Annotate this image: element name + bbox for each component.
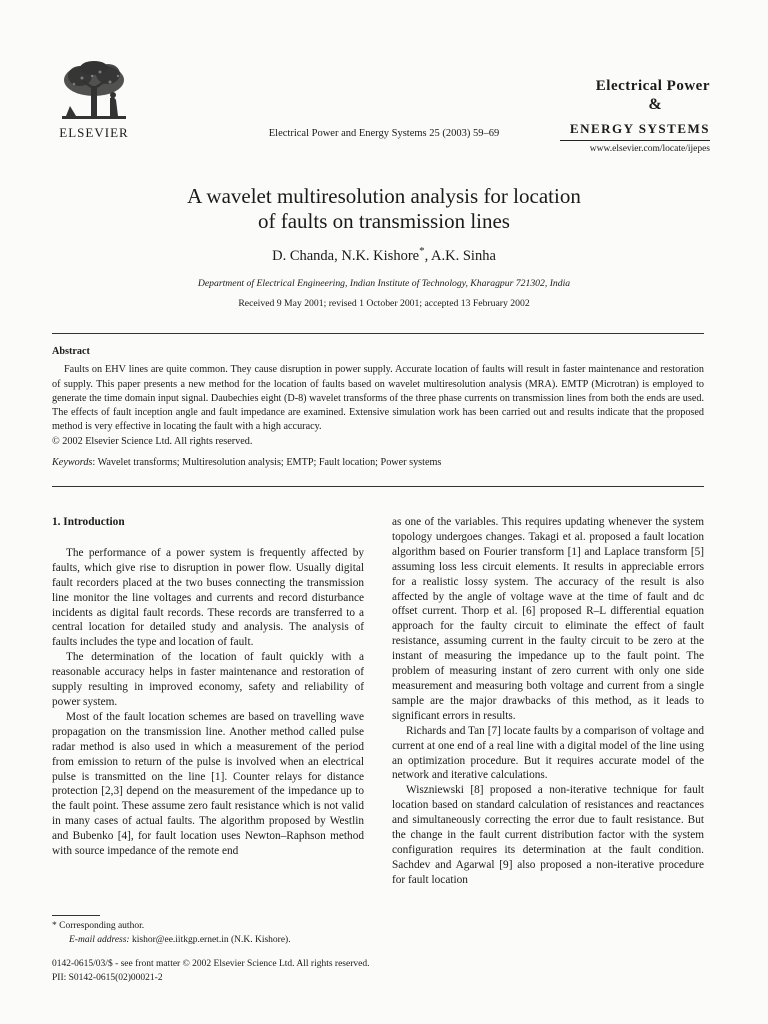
journal-brand <box>560 76 710 154</box>
corresponding-author-mark[interactable]: * <box>419 245 425 257</box>
abstract-copyright: © 2002 Elsevier Science Ltd. All rights reserved. <box>52 435 253 447</box>
abstract-text: Faults on EHV lines are quite common. They cause disruption in power supply. Accurate location of faults will result in faster maintenance and restoration of supply. This paper presents a new method for the location of faults based on wavelet multiresolution analysis (MRA). EMTP (Microtran) is employed to generate the time domain input signal. Daubechies eight (D-8) wavelet transforms of the three phase currents on transmission lines from both the ends are used. The effects of fault inception angle and fault impedance are examined. Extensive simulation work has been carried out and results indicate that the proposed method is very effective in locating the fault with a high accuracy. <box>52 364 704 433</box>
abstract-section <box>52 345 704 470</box>
journal-url[interactable]: www.elsevier.com/locate/ijepes <box>589 144 710 154</box>
brand-line-3: ENERGY SYSTEMS <box>569 121 710 136</box>
keywords <box>52 456 704 470</box>
elsevier-tree-icon <box>52 60 136 124</box>
abstract-bottom-divider <box>52 486 704 487</box>
article-title <box>84 184 684 234</box>
publication-info <box>52 958 552 985</box>
abstract-heading: Abstract <box>52 346 90 357</box>
title-line-1: A wavelet multiresolution analysis for location <box>187 184 581 208</box>
footnote-email <box>52 934 364 948</box>
section-heading: 1. Introduction <box>52 516 125 528</box>
keywords-label: Keywords <box>52 457 93 469</box>
abstract-top-divider <box>52 333 704 334</box>
body-paragraph: Wiszniewski [8] proposed a non-iterative technique for fault location based on standard calculation of resistances and reactances and simultaneously correcting the error due to fault resistance. But the change in the fault current distribution factor with the system configuration requires its determination at the fault condition. Sachdev and Agarwal [9] also proposed a non-iterative procedure for fault location <box>392 784 704 886</box>
body-paragraph: as one of the variables. This requires updating whenever the system topology undergoes changes. Takagi et al. proposed a fault location algorithm based on Fourier transform [1] and Laplace transform [5] assuming loss less circuit elements. It results in appreciable errors for a realistic lossy system. The accuracy of the result is also affected by the angle of voltage wave at the time of fault and dc offset current. Thorp et al. [6] proposed R–L differential equation approach for the faulty circuit to eliminate the effect of fault resistance, assuming current in the faulty circuit to be zero at the instant of measuring the impedance up to the fault point. The problem of measuring instant of zero current with only one side measurement and measuring both voltage and current from a single sample are the major drawbacks of this method, as it leads to significant errors in results. <box>392 516 704 722</box>
brand-divider <box>560 140 710 141</box>
footnote-label: Corresponding author. <box>56 921 145 931</box>
received-dates: Received 9 May 2001; revised 1 October 2001; accepted 13 February 2002 <box>238 298 530 309</box>
email-label: E-mail address: <box>69 934 130 945</box>
footnote-divider <box>52 915 100 916</box>
affiliation: Department of Electrical Engineering, Indian Institute of Technology, Kharagpur 721302, India <box>197 278 571 289</box>
journal-reference: Electrical Power and Energy Systems 25 (2003) 59–69 <box>268 128 500 139</box>
body-column-left <box>52 515 364 859</box>
footnote-corresponding <box>52 920 364 934</box>
elsevier-logo <box>52 60 136 141</box>
footnote <box>52 920 364 947</box>
authors-last: , A.K. Sinha <box>424 247 496 264</box>
body-paragraph: Richards and Tan [7] locate faults by a comparison of voltage and current at one end of a real line with a digital model of the line using an optimization procedure. But it requires accurate model of the network and iterative calculations. <box>392 724 704 782</box>
body-column-right <box>392 515 704 888</box>
email-address[interactable]: kishor@ee.iitkgp.ernet.in (N.K. Kishore). <box>129 934 291 945</box>
brand-line-2: & <box>648 96 662 113</box>
body-paragraph: The determination of the location of fault quickly with a reasonable accuracy helps in faster maintenance and restoration of supply resulting in improved economy, safety and reliability of power system. <box>52 651 364 708</box>
authors-first: D. Chanda, N.K. Kishore <box>272 247 420 264</box>
issn-line: 0142-0615/03/$ - see front matter © 2002 Elsevier Science Ltd. All rights reserved. <box>52 959 370 969</box>
body-paragraph: The performance of a power system is frequently affected by faults, which give rise to disruption in power flow. Usually digital fault recorders placed at the two buses connecting the transmission line monitor the line voltages and currents and record disturbance incidents as digital fault records. These records are transferred to a central location for detailed study and analysis. The analysis of faults includes the type and location of fault. <box>52 546 364 649</box>
title-line-2: of faults on transmission lines <box>258 209 510 233</box>
publisher-name: ELSEVIER <box>59 125 129 140</box>
keywords-list: : Wavelet transforms; Multiresolution analysis; EMTP; Fault location; Power systems <box>92 457 442 469</box>
body-paragraph: Most of the fault location schemes are based on travelling wave propagation on the transmission line. Another method called pulse radar method is also used in which a measurement of the period from emission to return of the pulse is involved when an electrical pulse is transmitted on the line [1]. Counter relays for distance protection [2,3] depend on the measurement of the impedance up to the fault point. These assume zero fault resistance which is not valid in many cases of actual faults. The algorithm proposed by Westlin and Bubenko [4], for fault location uses Newton–Raphson method with source impedance of the remote end <box>52 710 364 858</box>
brand-line-1: Electrical Power <box>595 78 710 94</box>
footnote-mark: * <box>52 921 57 931</box>
pii-line: PII: S0142-0615(02)00021-2 <box>52 972 163 983</box>
author-list <box>84 245 684 265</box>
abstract-body <box>52 363 704 449</box>
